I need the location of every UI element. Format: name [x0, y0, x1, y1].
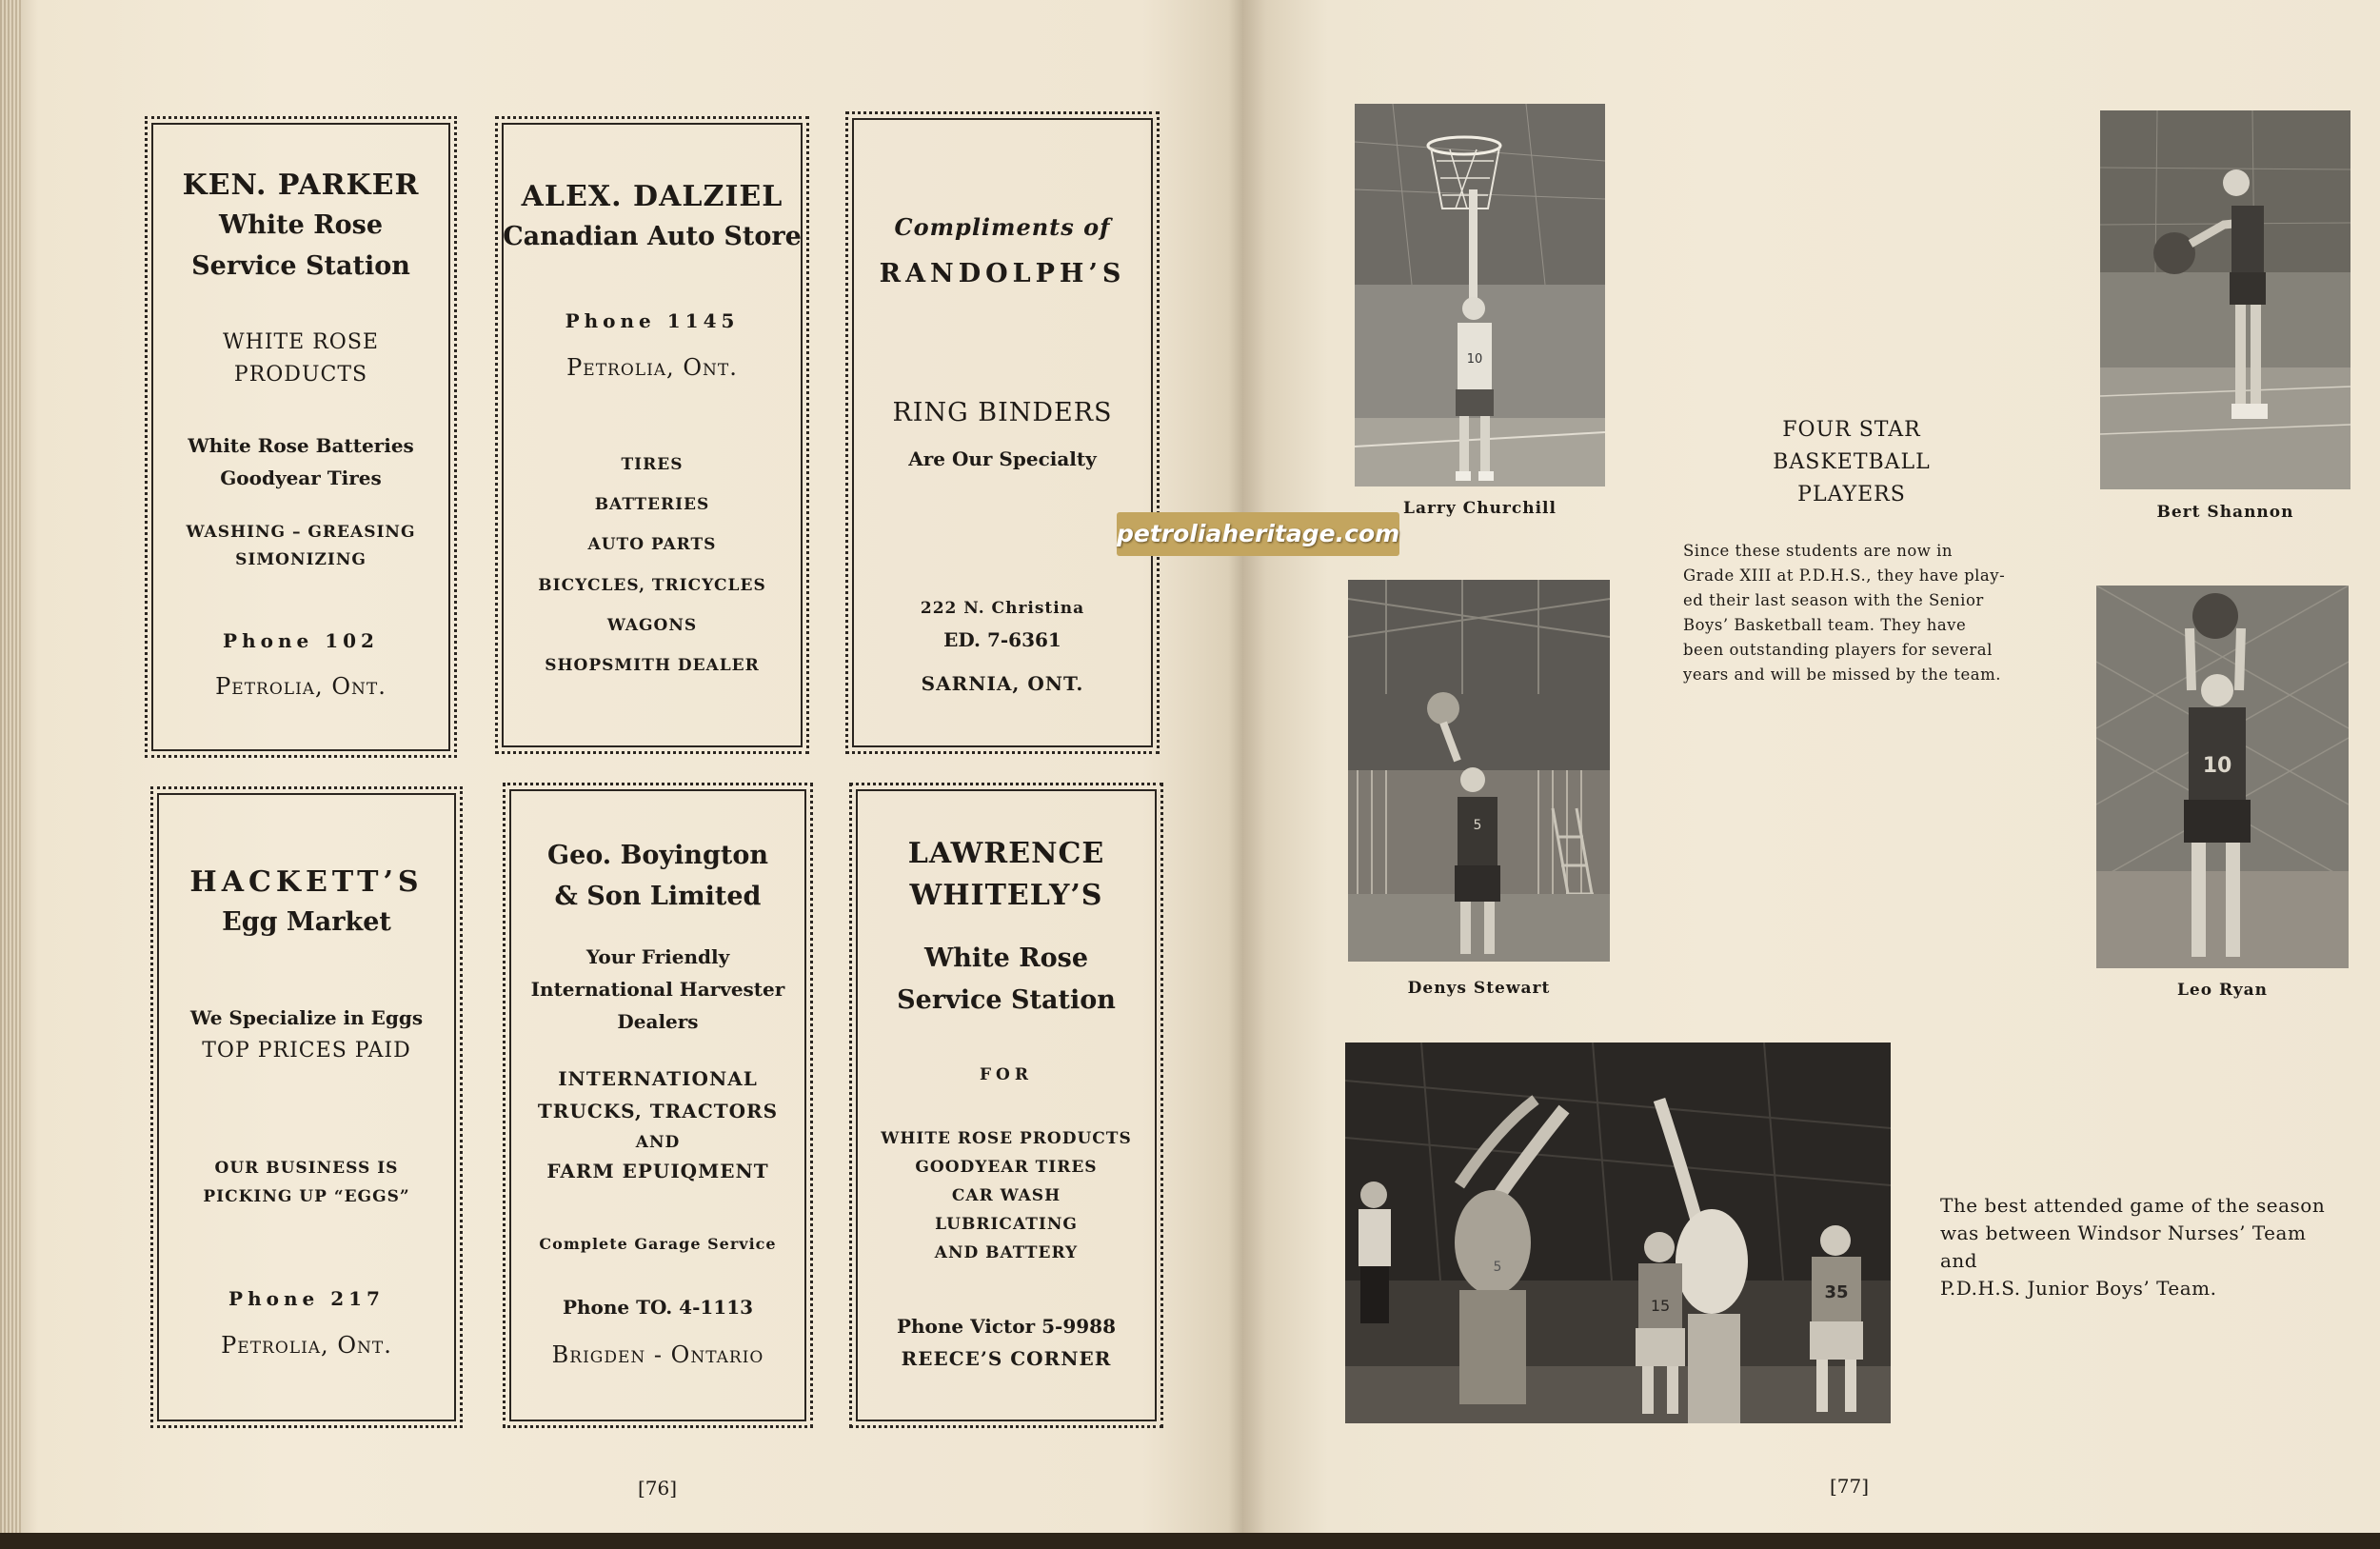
- ad-line: FOR: [979, 1065, 1033, 1084]
- paragraph-line: Grade XIII at P.D.H.S., they have play-: [1683, 566, 2006, 585]
- caption-leo-ryan: Leo Ryan: [2176, 981, 2269, 1000]
- ad-randolphs: [845, 111, 1160, 754]
- ad-line: White Rose Batteries: [188, 434, 414, 457]
- ad-line: TRUCKS, TRACTORS: [537, 1100, 779, 1122]
- ad-line: TOP PRICES PAID: [202, 1039, 411, 1062]
- ad-lawrence-whitely: [849, 783, 1163, 1428]
- photo-denys-stewart: [1348, 580, 1610, 962]
- ad-line: FARM EPUIQMENT: [546, 1160, 769, 1182]
- game-caption: [1940, 1192, 2350, 1302]
- page-edge: [0, 0, 21, 1533]
- ad-subtitle: Service Station: [191, 251, 410, 281]
- ad-location: Petrolia, Ont.: [221, 1332, 392, 1359]
- photo-bert-shannon: [2100, 110, 2350, 489]
- heading-line: PLAYERS: [1797, 483, 1906, 506]
- ad-line: WAGONS: [606, 616, 698, 635]
- ad-subtitle: Canadian Auto Store: [503, 222, 802, 251]
- ad-title: LAWRENCE: [907, 837, 1105, 870]
- ad-line: AND BATTERY: [934, 1243, 1079, 1262]
- ad-location: SARNIA, ONT.: [921, 672, 1084, 695]
- ad-geo-boyington: [503, 783, 813, 1428]
- ad-title: Compliments of: [894, 213, 1111, 241]
- ad-location: Petrolia, Ont.: [215, 673, 387, 700]
- caption-bert-shannon: Bert Shannon: [2156, 503, 2294, 522]
- ad-line: Are Our Specialty: [908, 447, 1097, 470]
- watermark-label: petroliaheritage.com: [1117, 512, 1399, 556]
- ad-phone: Phone 217: [228, 1287, 385, 1310]
- paragraph-line: Since these students are now in: [1683, 542, 1954, 560]
- ad-line: We Specialize in Eggs: [189, 1006, 424, 1029]
- svg-text:5: 5: [1493, 1260, 1502, 1275]
- ad-phone: ED. 7-6361: [943, 628, 1061, 651]
- ad-line: PICKING UP “EGGS”: [203, 1187, 410, 1206]
- ad-line: SHOPSMITH DEALER: [545, 656, 760, 675]
- paragraph-line: ed their last season with the Senior: [1683, 591, 1984, 609]
- ad-location: Brigden - Ontario: [551, 1341, 764, 1368]
- photo-leo-ryan: [2096, 586, 2349, 968]
- ad-line: PRODUCTS: [233, 363, 368, 387]
- jersey-number: 10: [1466, 352, 1483, 367]
- ad-line: LUBRICATING: [935, 1215, 1078, 1234]
- ad-line: RING BINDERS: [892, 398, 1113, 427]
- ad-line: OUR BUSINESS IS: [214, 1159, 399, 1178]
- ad-location: REECE’S CORNER: [901, 1347, 1112, 1370]
- caption-denys-stewart: Denys Stewart: [1407, 979, 1551, 998]
- heading-line: FOUR STAR: [1782, 418, 1921, 442]
- ad-line: SIMONIZING: [235, 550, 367, 569]
- ad-title: & Son Limited: [554, 882, 762, 911]
- caption-larry-churchill: Larry Churchill: [1403, 499, 1557, 518]
- photo-larry-churchill: [1355, 104, 1605, 487]
- ad-phone: Phone Victor 5-9988: [896, 1315, 1117, 1338]
- ad-title: HACKETT’S: [189, 865, 424, 899]
- page-number-left: [76]: [638, 1477, 678, 1499]
- ad-line: BICYCLES, TRICYCLES: [538, 576, 766, 595]
- jersey-number: 10: [2202, 754, 2232, 778]
- ad-title: RANDOLPH’S: [879, 259, 1126, 288]
- ad-alex-dalziel: [495, 116, 809, 754]
- ad-ken-parker: [145, 116, 457, 758]
- ad-title: ALEX. DALZIEL: [521, 180, 783, 213]
- paragraph-line: been outstanding players for several: [1683, 641, 1993, 659]
- ad-subtitle: White Rose: [218, 210, 384, 240]
- ad-title: Geo. Boyington: [547, 841, 768, 870]
- ad-line: WHITE ROSE PRODUCTS: [881, 1129, 1132, 1148]
- ad-hacketts: [150, 786, 463, 1428]
- game-caption-line: P.D.H.S. Junior Boys’ Team.: [1940, 1277, 2217, 1300]
- feature-heading: [1656, 414, 2047, 511]
- ad-subtitle: White Rose: [923, 943, 1089, 973]
- ad-line: Dealers: [617, 1010, 699, 1033]
- ad-line: WASHING – GREASING: [186, 523, 416, 542]
- heading-line: BASKETBALL: [1773, 450, 1931, 474]
- ad-line: AND: [635, 1133, 681, 1152]
- ad-phone: Phone TO. 4-1113: [562, 1296, 754, 1319]
- ad-line: TIRES: [621, 455, 684, 474]
- ad-title: WHITELY’S: [909, 879, 1103, 912]
- jersey-number: 5: [1473, 818, 1482, 833]
- ad-line: CAR WASH: [951, 1186, 1061, 1205]
- ad-line: Goodyear Tires: [220, 467, 382, 489]
- ad-line: GOODYEAR TIRES: [915, 1158, 1098, 1177]
- ad-line: AUTO PARTS: [587, 535, 717, 554]
- paragraph-line: Boys’ Basketball team. They have: [1683, 616, 1967, 634]
- ad-subtitle: Egg Market: [222, 907, 391, 937]
- ad-subtitle: Service Station: [897, 985, 1116, 1015]
- photo-basketball-game: [1345, 1043, 1891, 1423]
- jersey-number: 35: [1824, 1282, 1849, 1302]
- jersey-number: 15: [1650, 1297, 1671, 1315]
- ad-line: INTERNATIONAL: [558, 1067, 758, 1090]
- game-caption-line: The best attended game of the season: [1940, 1194, 2326, 1217]
- feature-paragraph: [1683, 539, 2024, 687]
- ad-title: KEN. PARKER: [182, 169, 420, 202]
- ad-line: WHITE ROSE: [223, 330, 379, 354]
- page-number-right: [77]: [1830, 1475, 1870, 1498]
- ad-line: Complete Garage Service: [539, 1235, 777, 1253]
- ad-location: Petrolia, Ont.: [566, 354, 738, 381]
- ad-line: Your Friendly: [585, 945, 730, 968]
- paragraph-line: years and will be missed by the team.: [1683, 665, 2002, 684]
- ad-phone: Phone 102: [223, 629, 379, 652]
- ad-phone: Phone 1145: [565, 309, 740, 332]
- game-caption-line: was between Windsor Nurses’ Team and: [1940, 1221, 2307, 1272]
- book-bottom-edge: [0, 1533, 2380, 1549]
- ad-line: International Harvester: [530, 978, 785, 1001]
- ad-line: BATTERIES: [594, 495, 710, 514]
- ad-line: 222 N. Christina: [920, 599, 1085, 618]
